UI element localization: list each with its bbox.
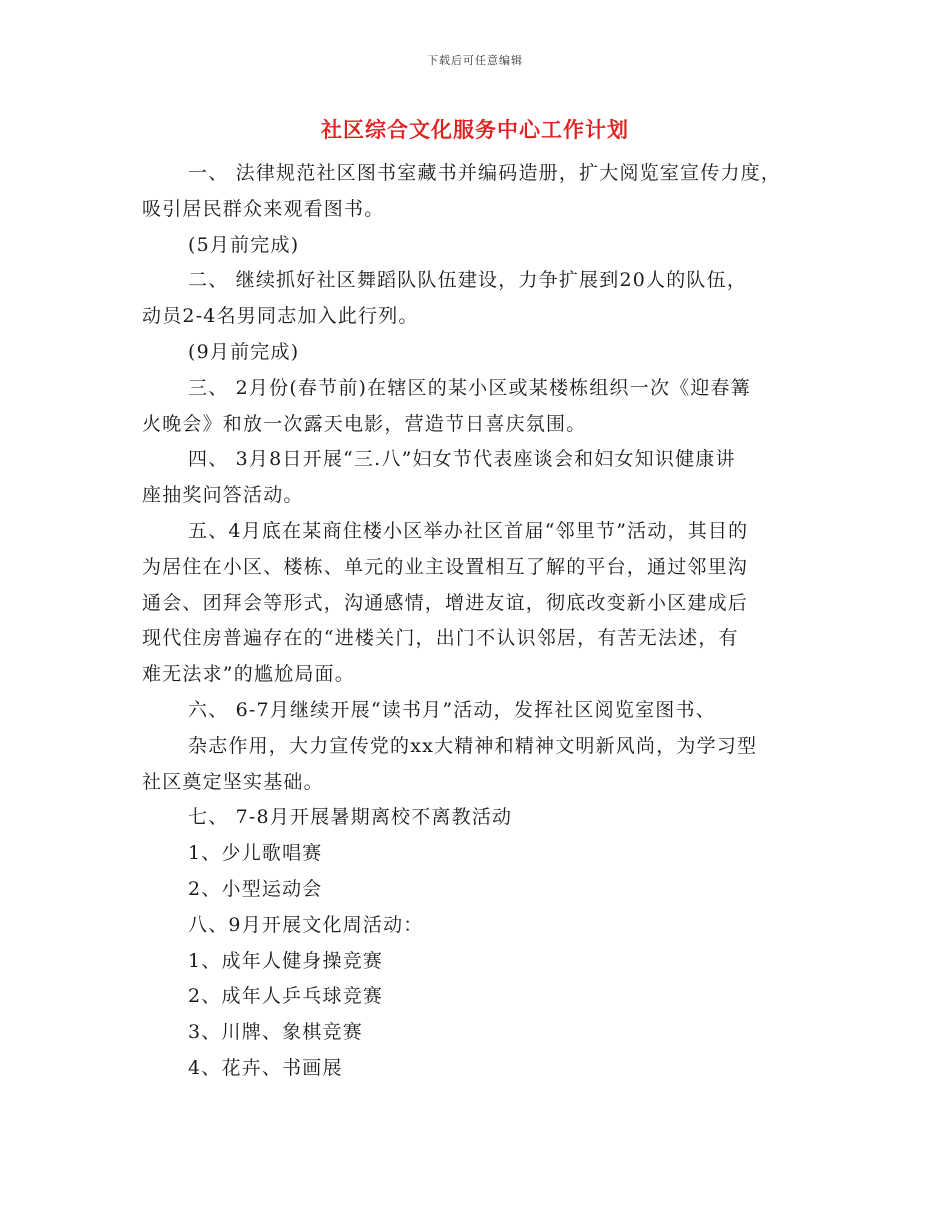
paragraph-line: 为居住在小区、楼栋、单元的业主设置相互了解的平台，通过邻里沟 [142,555,749,578]
paragraph-line: 4、花卉、书画展 [188,1056,343,1079]
paragraph-line: 四、 3月8日开展“三.八”妇女节代表座谈会和妇女知识健康讲 [188,448,736,471]
paragraph-line: 火晚会》和放一次露天电影，营造节日喜庆氛围。 [142,412,587,435]
paragraph-line: 2、小型运动会 [188,877,323,900]
paragraph-line: 一、 法律规范社区图书室藏书并编码造册，扩大阅览室宣传力度， [188,162,782,184]
paragraph-line: (5月前完成) [188,233,300,256]
page-header: 下载后可任意编辑 [427,54,523,67]
paragraph-line: 八、9月开展文化周活动： [188,913,424,936]
paragraph-line: 七、 7-8月开展暑期离校不离教活动 [188,806,513,829]
paragraph-line: 吸引居民群众来观看图书。 [142,197,385,220]
paragraph-line: 社区奠定坚实基础。 [142,770,324,793]
paragraph-line: 2、成年人乒乓球竞赛 [188,985,384,1008]
paragraph-line: 六、 6-7月继续开展“读书月”活动，发挥社区阅览室图书、 [188,698,716,721]
paragraph-line: 1、少儿歌唱赛 [188,842,323,865]
paragraph-line: 杂志作用，大力宣传党的xx大精神和精神文明新风尚，为学习型 [188,734,758,757]
paragraph-line: 三、 2月份(春节前)在辖区的某小区或某楼栋组织一次《迎春篝 [188,376,751,399]
document-title: 社区综合文化服务中心工作计划 [321,118,629,142]
paragraph-line: 通会、团拜会等形式，沟通感情，增进友谊，彻底改变新小区建成后 [142,591,749,614]
paragraph-line: 现代住房普遍存在的“进楼关门，出门不认识邻居，有苦无法述，有 [142,627,739,650]
paragraph-line: 五、4月底在某商住楼小区举办社区首届“邻里节”活动，其目的 [188,519,749,542]
document-body [142,156,822,1087]
paragraph-line: (9月前完成) [188,340,300,363]
paragraph-line: 1、成年人健身操竞赛 [188,949,384,972]
paragraph-line: 3、川牌、象棋竞赛 [188,1021,363,1044]
paragraph-line: 动员2-4名男同志加入此行列。 [142,305,419,328]
paragraph-line: 二、 继续抓好社区舞蹈队队伍建设，力争扩展到20人的队伍， [188,269,748,292]
paragraph-line: 座抽奖问答活动。 [142,484,304,507]
paragraph-line: 难无法求”的尴尬局面。 [142,663,355,686]
